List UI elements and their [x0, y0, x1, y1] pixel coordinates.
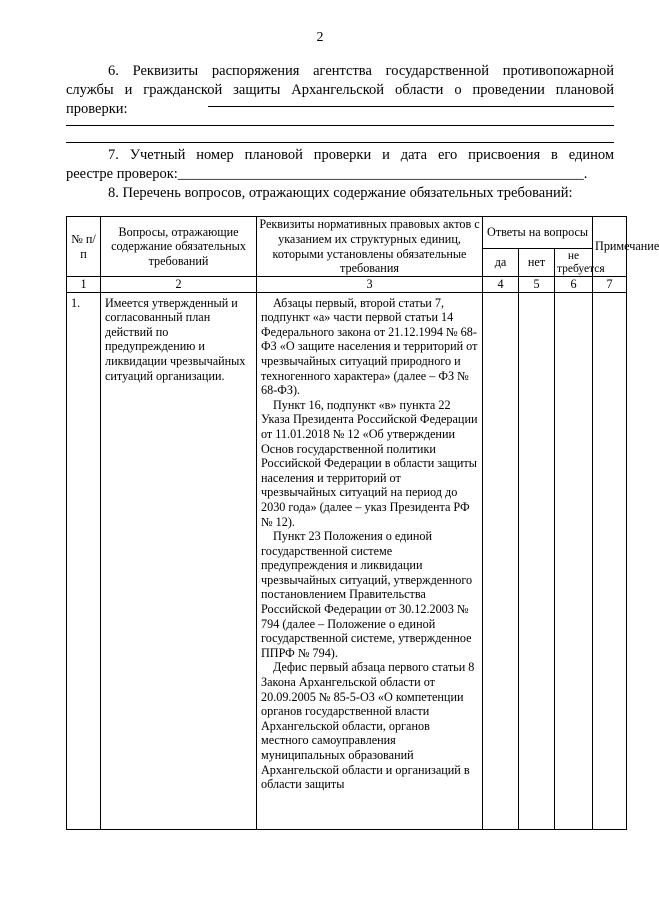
page-number: 2 [316, 30, 324, 45]
table-row [67, 292, 627, 829]
col-number: 3 [257, 277, 483, 293]
header-answers: Ответы на вопросы [483, 217, 593, 249]
item-7-line1: 7. Учетный номер плановой проверки и дата его присвоения в едином [108, 147, 614, 163]
requisite-paragraph: Дефис первый абзаца первого статьи 8 Закона Архангельской области от 20.09.2005 № 85-5-ОЗ «О компетенции органов государственной власти Архангельской области, органов местного самоуправления муниципальных образований Архангельской области и организаций в области защиты [261, 660, 475, 792]
col-number: 1 [67, 277, 101, 293]
item-6-rest: службы и гражданской защиты Архангельской области о проведении плановой проверки: [66, 82, 614, 117]
header-requisites: Реквизиты нормативных правовых актов с указанием их структурных единиц, которыми установлены обязательные требования [257, 217, 483, 277]
header-num: № п/п [67, 217, 101, 277]
requisite-paragraph: Пункт 23 Положения о единой государственной системе предупреждения и ликвидации чрезвычайных ситуаций, утвержденного постановлением Правительства Российской Федерации от 30.12.2003 № 794 (далее – Положение о единой государственной системе, утвержденное ППРФ № 794). [261, 529, 473, 660]
col-number: 5 [519, 277, 555, 293]
column-numbers-row [67, 277, 627, 293]
header-questions: Вопросы, отражающие содержание обязательных требований [101, 217, 257, 277]
answer-yes-cell[interactable] [483, 292, 519, 829]
row-number: 1. [67, 292, 101, 829]
requisite-paragraph: Пункт 16, подпункт «в» пункта 22 Указа Президента Российской Федерации от 11.01.2018 № 12 «Об утверждении Основ государственной политики Российской Федерации в области защиты населения и территорий от чрезвычайных ситуаций на период до 2030 года» (далее – указ Президента РФ № 12). [261, 397, 478, 529]
header-yes: да [483, 249, 519, 277]
requirements-table [66, 216, 659, 830]
row-requisites [257, 292, 483, 829]
header-not-required: не требуется [555, 249, 593, 277]
col-number: 2 [101, 277, 257, 293]
item-7-paragraph [66, 146, 614, 184]
fill-line [208, 106, 614, 107]
item-8-paragraph: 8. Перечень вопросов, отражающих содержание обязательных требований: [108, 185, 573, 201]
col-number: 4 [483, 277, 519, 293]
col-number: 6 [555, 277, 593, 293]
fill-line [66, 125, 614, 126]
fill-line [66, 142, 614, 143]
item-6-paragraph [66, 62, 614, 119]
item-7-rest: реестре проверок:________________________________________________________. [66, 166, 588, 182]
note-cell[interactable] [593, 292, 627, 829]
requisite-paragraph: Абзацы первый, второй статьи 7, подпункт «а» части первой статьи 14 Федерального закона от 21.12.1994 № 68-ФЗ «О защите населения и территорий от чрезвычайных ситуаций природного и техногенного характера» (далее – ФЗ № 68-ФЗ). [261, 295, 478, 398]
item-6-line1: 6. Реквизиты распоряжения агентства государственной противопожарной [108, 63, 614, 79]
header-note: Примечание [593, 217, 627, 277]
answer-not-required-cell[interactable] [555, 292, 593, 829]
header-no: нет [519, 249, 555, 277]
col-number: 7 [593, 277, 627, 293]
row-question: Имеется утвержденный и согласованный план действий по предупреждению и ликвидации чрезвычайных ситуаций организации. [101, 292, 257, 829]
answer-no-cell[interactable] [519, 292, 555, 829]
